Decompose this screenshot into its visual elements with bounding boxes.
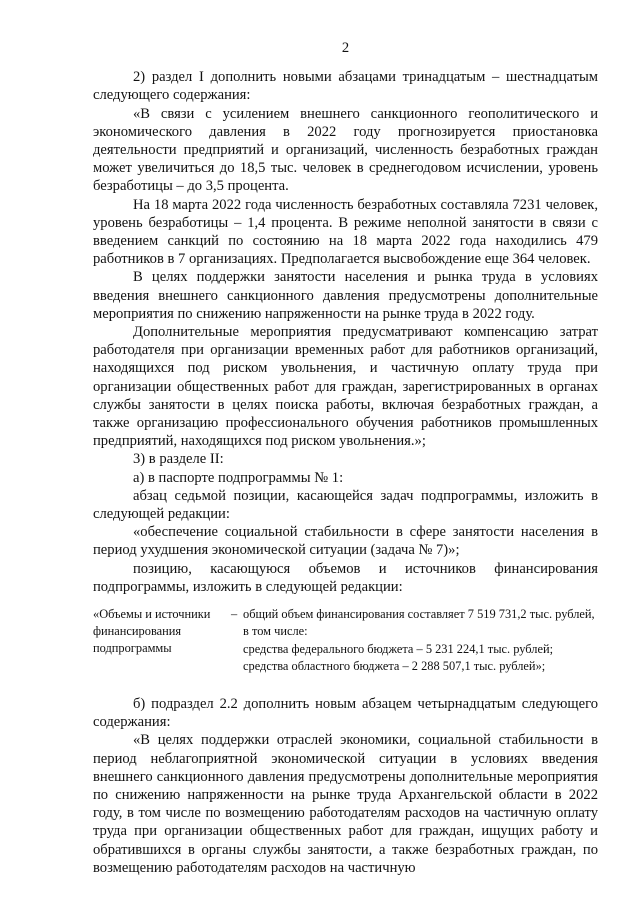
funding-table-label: «Объемы и источники финансирования подпрограммы — [93, 607, 211, 656]
funding-table-values — [241, 606, 598, 675]
paragraph: позицию, касающуюся объемов и источников финансирования подпрограммы, изложить в следующей редакции: — [93, 560, 598, 595]
funding-table-dash: – — [231, 607, 238, 622]
page-number: 2 — [341, 40, 350, 56]
paragraph: В целях поддержки занятости населения и рынка труда в условиях введения внешнего санкционного давления предусмотрены дополнительные мероприятия по снижению напряженности на рынке труда в 2022 году. — [93, 269, 598, 322]
paragraph: 3) в разделе II: — [133, 451, 224, 468]
funding-total: общий объем финансирования составляет 7 519 731,2 тыс. рублей, в том числе: — [243, 607, 595, 639]
paragraph: б) подраздел 2.2 дополнить новым абзацем четырнадцатым следующего содержания: — [93, 695, 598, 731]
funding-federal: средства федерального бюджета – 5 231 224,1 тыс. рублей; — [243, 641, 554, 656]
paragraph: 2) раздел I дополнить новыми абзацами тринадцатым – шестнадцатым следующего содержания: — [93, 69, 598, 104]
paragraph: «В связи с усилением внешнего санкционного геополитического и экономического давления в 2022 году прогнозируется приостановка деятельности предприятий и организаций, численность безработных граждан может увеличиться до 18,5 тыс. человек в среднегодовом исчислении, уровень безработицы – до 3,5 процента. — [93, 105, 598, 195]
bottom-paragraphs — [93, 695, 598, 877]
paragraph: «обеспечение социальной стабильности в сфере занятости населения в период ухудшения экономической ситуации (задача № 7)»; — [93, 524, 598, 559]
funding-table — [93, 606, 598, 675]
funding-regional: средства областного бюджета – 2 288 507,1 тыс. рублей»; — [243, 658, 546, 673]
paragraph: а) в паспорте подпрограммы № 1: — [133, 469, 344, 486]
paragraph: «В целях поддержки отраслей экономики, социальной стабильности в период неблагоприятной экономической ситуации в условиях введения внешнего санкционного давления предусмотрены дополнительные мероприятия по снижению напряженности на рынке труда Архангельской области в 2022 году, в том числе по возмещению работодателям расходов на частичную оплату труда при организации общественных работ для граждан, ищущих работу и обратившихся в органы службы занятости, а также безработных граждан, по возмещению работодателям расходов на частичную — [93, 732, 598, 876]
paragraph: На 18 марта 2022 года численность безработных составляла 7231 человек, уровень безработицы – 1,4 процента. В режиме неполной занятости в связи с введением санкций по состоянию на 18 марта 2022 года находились 479 работников в 7 организациях. Предполагается высвобождение еще 364 человек. — [93, 196, 598, 268]
paragraph: Дополнительные мероприятия предусматривают компенсацию затрат работодателя при организации временных работ для работников организаций, находящихся под риском увольнения, и частичную оплату труда при организации общественных работ для граждан, зарегистрированных в органах службы занятости в целях поиска работы, включая безработных граждан, а также организацию профессионального обучения работников промышленных предприятий, находящихся под риском увольнения.»; — [93, 324, 598, 450]
paragraph: абзац седьмой позиции, касающейся задач подпрограммы, изложить в следующей редакции: — [93, 487, 598, 523]
top-paragraphs — [93, 68, 598, 596]
